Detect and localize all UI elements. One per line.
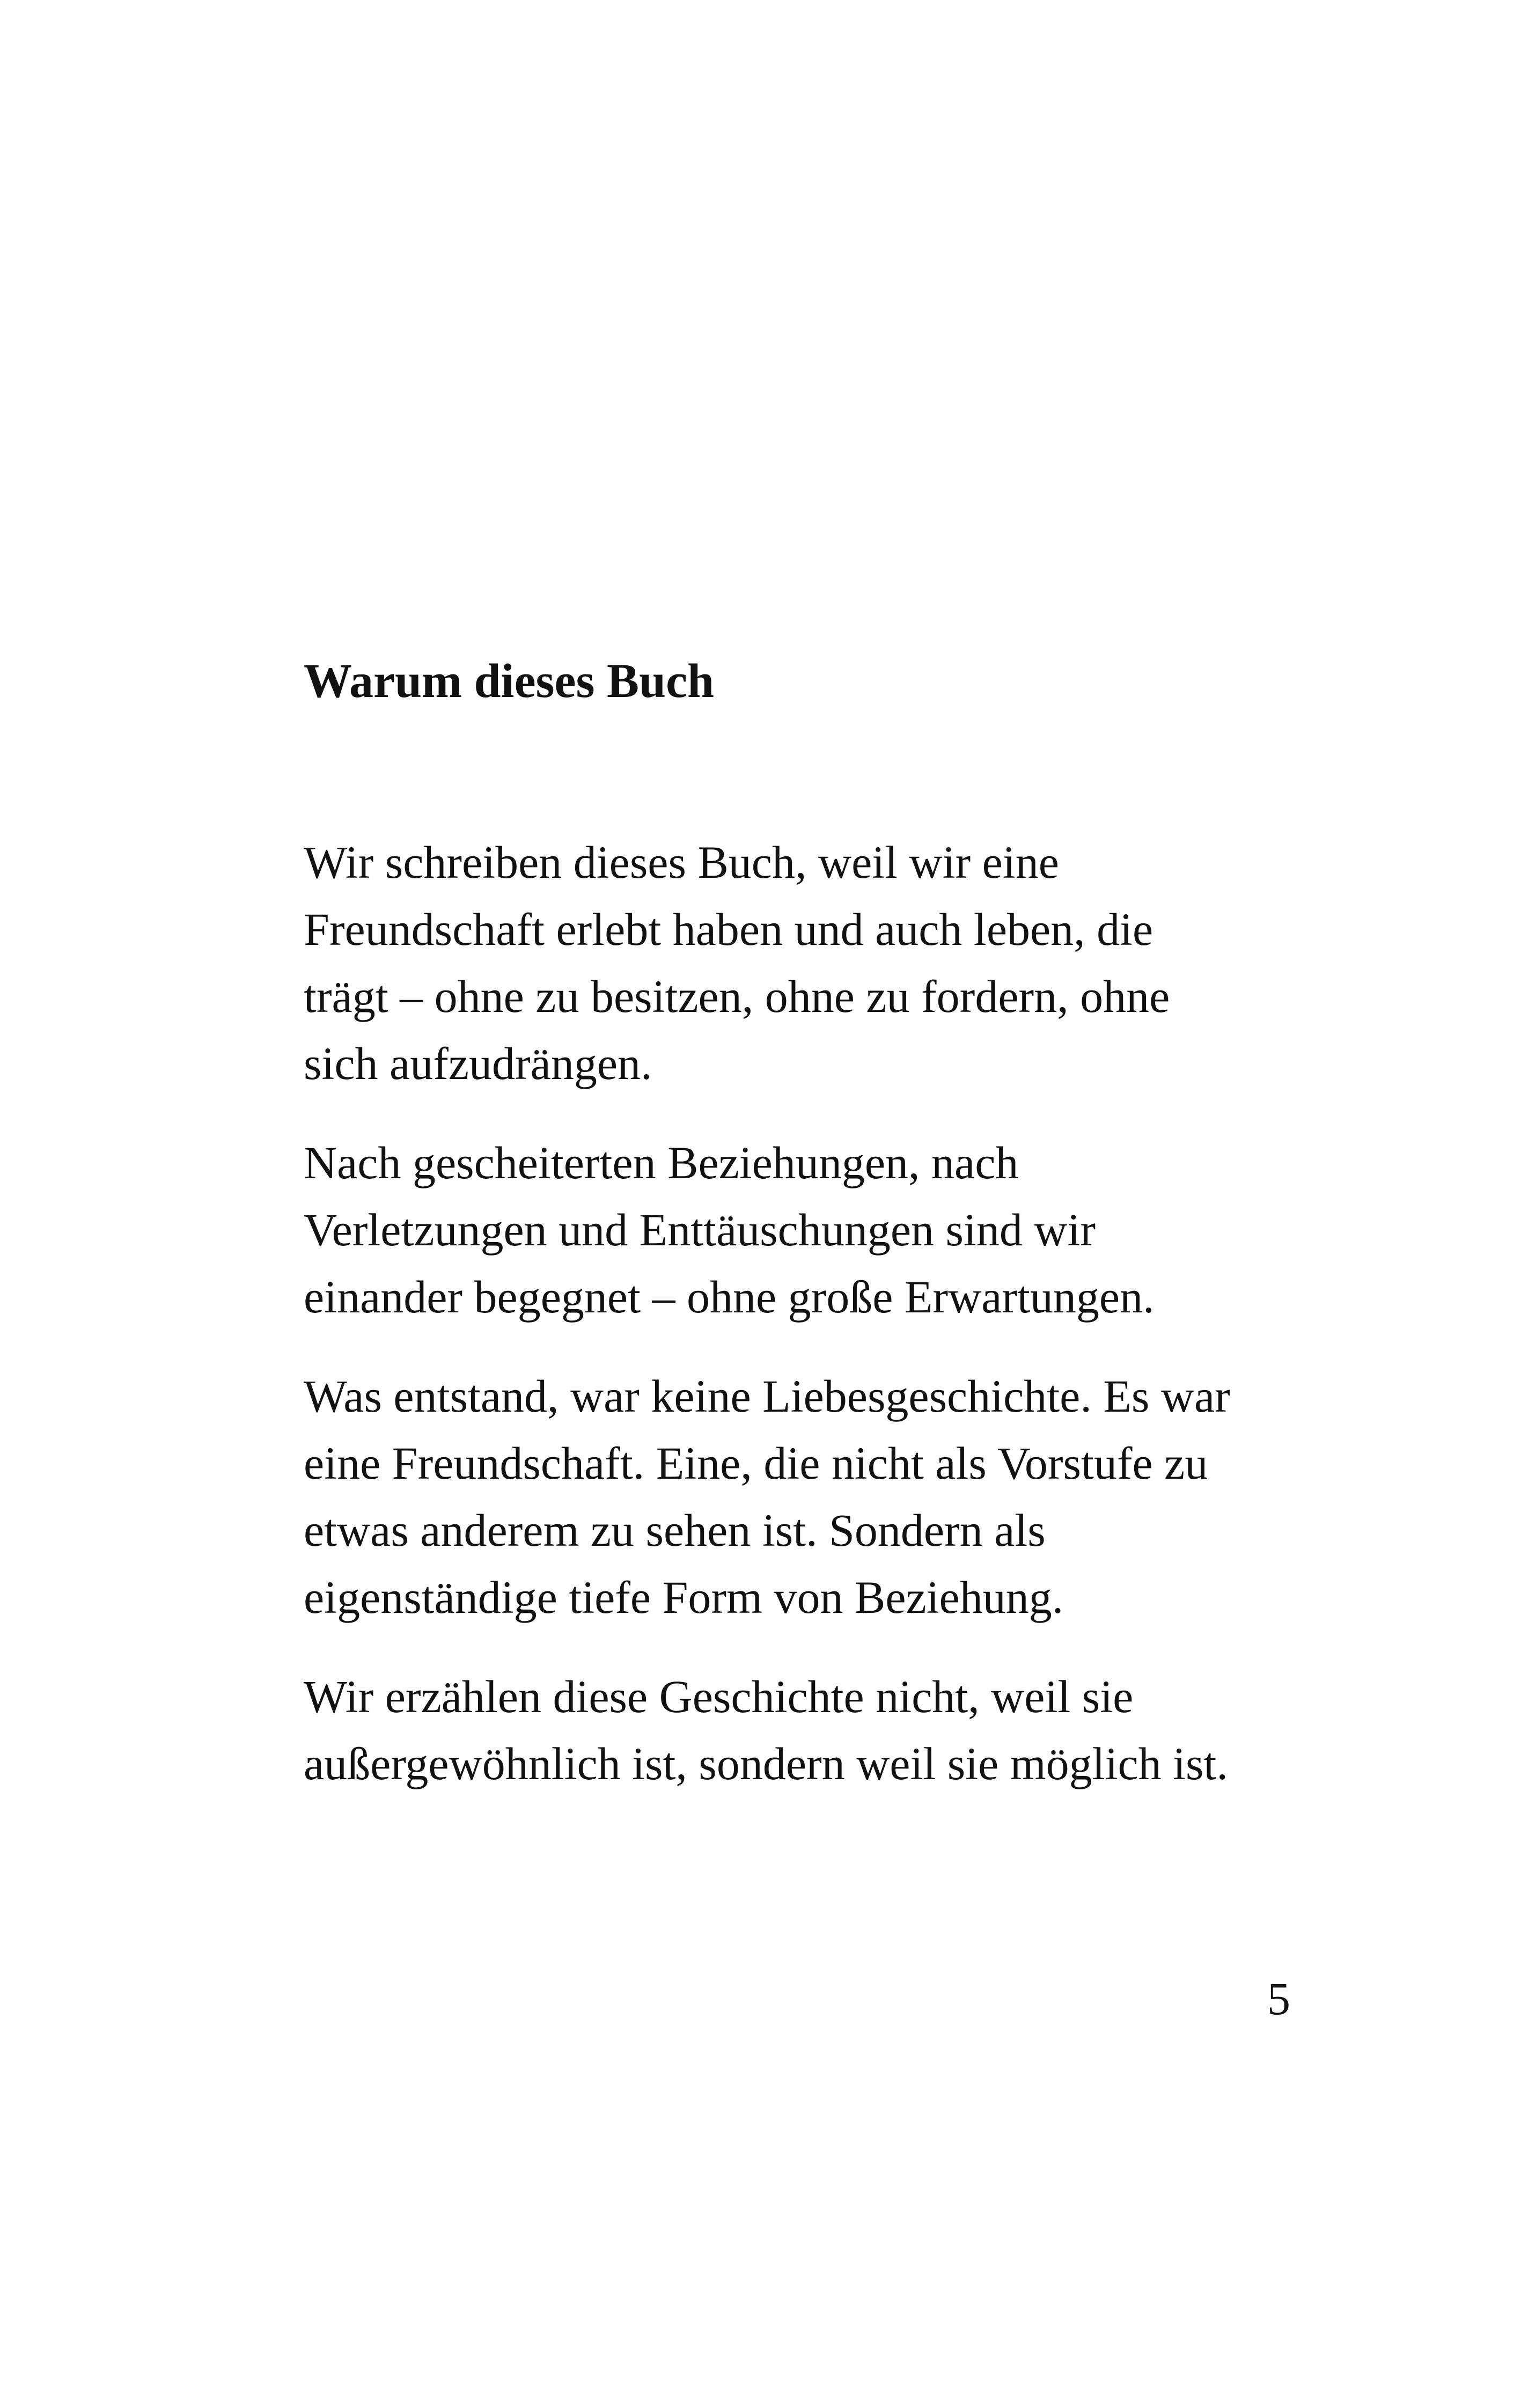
text-line: sich aufzudrängen. — [304, 1038, 652, 1089]
paragraph-2 — [304, 1129, 1312, 1331]
text-line: trägt – ohne zu besitzen, ohne zu fordern, ohne — [304, 971, 1170, 1022]
page-number: 5 — [1267, 1973, 1290, 2024]
text-line: Wir erzählen diese Geschichte nicht, weil sie — [304, 1671, 1134, 1722]
paragraph-4 — [304, 1663, 1312, 1797]
text-line: einander begegnet – ohne große Erwartungen. — [304, 1271, 1155, 1323]
body-text — [304, 829, 1312, 1830]
text-line: Verletzungen und Enttäuschungen sind wir — [304, 1204, 1096, 1256]
text-line: Freundschaft erlebt haben und auch leben, die — [304, 904, 1153, 955]
text-line: eine Freundschaft. Eine, die nicht als Vorstufe zu — [304, 1437, 1208, 1489]
paragraph-1 — [304, 829, 1312, 1097]
heading-block — [304, 652, 1302, 711]
paragraph-3 — [304, 1363, 1312, 1631]
text-line: Wir schreiben dieses Buch, weil wir eine — [304, 836, 1059, 888]
chapter-heading: Warum dieses Buch — [304, 655, 715, 708]
text-line: Was entstand, war keine Liebesgeschichte. Es war — [304, 1370, 1230, 1422]
text-line: etwas anderem zu sehen ist. Sondern als — [304, 1504, 1046, 1556]
text-line: eigenständige tiefe Form von Beziehung. — [304, 1572, 1064, 1623]
text-line: außergewöhnlich ist, sondern weil sie möglich ist. — [304, 1738, 1228, 1789]
text-line: Nach gescheiterten Beziehungen, nach — [304, 1137, 1019, 1188]
